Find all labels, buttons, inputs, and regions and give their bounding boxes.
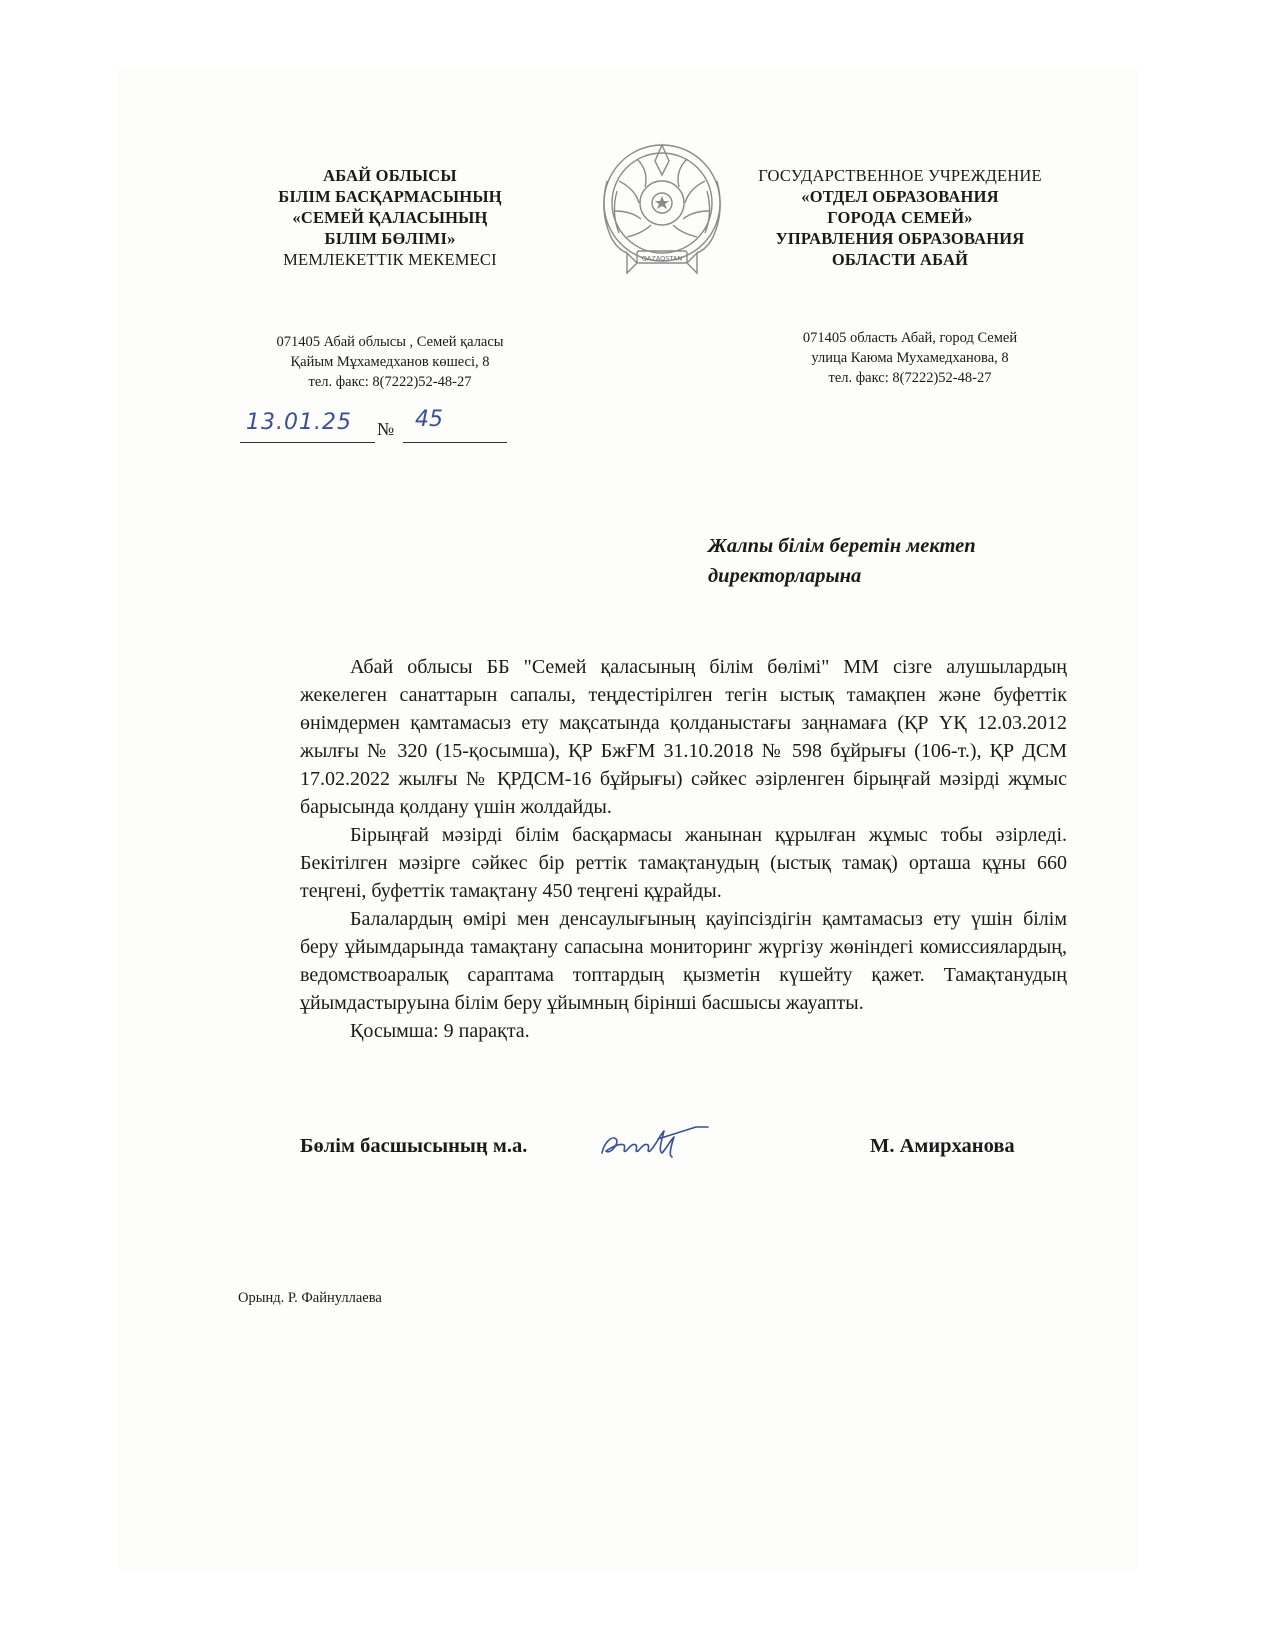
- signatory-title: Бөлім басшысының м.а.: [300, 1135, 528, 1157]
- header-right-line: ОБЛАСТИ АБАЙ: [831, 250, 969, 269]
- number-sign: №: [377, 419, 395, 439]
- handwritten-signature-icon: [598, 1113, 710, 1161]
- address-line: улица Каюма Мухамедханова, 8: [811, 350, 1009, 366]
- body-paragraph: Бірыңғай мәзірді білім басқармасы жанынан құрылған жұмыс тобы әзірледі. Бекітілген мәзірге сәйкес бір реттік тамақтанудың (ыстық тамақ) орташа құны 660 теңгені, буфеттік тамақтану 450 теңгені құрайды.: [300, 824, 1067, 902]
- letter-body: [300, 653, 1067, 1045]
- header-right-line: ГОСУДАРСТВЕННОЕ УЧРЕЖДЕНИЕ: [758, 166, 1042, 185]
- recipient-line: директорларына: [708, 565, 862, 587]
- header-left-line: БІЛІМ БӨЛІМІ»: [324, 229, 456, 248]
- address-line: тел. факс: 8(7222)52-48-27: [308, 374, 472, 390]
- state-emblem-icon: [597, 141, 727, 281]
- recipient-block: [708, 531, 1038, 591]
- header-left-kazakh: [240, 165, 540, 270]
- address-line: тел. факс: 8(7222)52-48-27: [828, 370, 992, 386]
- emblem-label: QAZAQSTAN: [641, 254, 683, 263]
- registration-number-field: [403, 409, 507, 443]
- registration-date: 13.01.25: [246, 410, 352, 435]
- address-line: Қайым Мұхамедханов көшесі, 8: [290, 354, 490, 370]
- recipient-line: Жалпы білім беретін мектеп: [708, 535, 976, 557]
- registration-date-field: [240, 409, 375, 443]
- signatory-name: М. Амирханова: [870, 1135, 1015, 1157]
- address-right: [760, 328, 1060, 388]
- executor-note: Орынд. Р. Файнуллаева: [238, 1290, 382, 1306]
- header-right-line: ГОРОДА СЕМЕЙ»: [827, 208, 973, 227]
- body-paragraph: Абай облысы ББ "Семей қаласының білім бөлімі" ММ сізге алушылардың жекелеген санаттарын сапалы, теңдестірілген тегін ыстық тамақпен және буфеттік өнімдермен қамтамасыз ету мақсатында қолданыстағы заңнамаға (ҚР ҮҚ 12.03.2012 жылғы № 320 (15-қосымша), ҚР БжҒМ 31.10.2018 № 598 бұйрығы (106-т.), ҚР ДСМ 17.02.2022 жылғы № ҚРДСМ-16 бұйрығы) сәйкес әзірленген бірыңғай мәзірді жұмыс барысында қолдану үшін жолдайды.: [300, 656, 1067, 818]
- registration-line: [240, 409, 520, 443]
- header-right-line: «ОТДЕЛ ОБРАЗОВАНИЯ: [801, 187, 999, 206]
- address-line: 071405 Абай облысы , Семей қаласы: [276, 334, 504, 350]
- header-right-line: УПРАВЛЕНИЯ ОБРАЗОВАНИЯ: [775, 229, 1025, 248]
- attachment-note: Қосымша: 9 парақта.: [350, 1020, 530, 1042]
- header-right-russian: [740, 165, 1060, 270]
- address-left: [235, 332, 545, 392]
- body-paragraph: Балалардың өмірі мен денсаулығының қауіпсіздігін қамтамасыз ету үшін білім беру ұйымдарында тамақтану сапасына мониторинг жүргізу жөніндегі комиссиялардың, ведомствоаралық сараптама топтардың қызметін күшейту қажет. Тамақтанудың ұйымдастыруына білім беру ұйымның бірінші басшысы жауапты.: [300, 908, 1067, 1014]
- address-line: 071405 область Абай, город Семей: [802, 330, 1018, 346]
- header-left-line: БІЛІМ БАСҚАРМАСЫНЫҢ: [278, 187, 502, 206]
- registration-number: 45: [415, 407, 443, 432]
- header-left-line: МЕМЛЕКЕТТІК МЕКЕМЕСІ: [283, 250, 497, 269]
- header-left-line: «СЕМЕЙ ҚАЛАСЫНЫҢ: [292, 208, 488, 227]
- header-left-line: АБАЙ ОБЛЫСЫ: [323, 166, 457, 185]
